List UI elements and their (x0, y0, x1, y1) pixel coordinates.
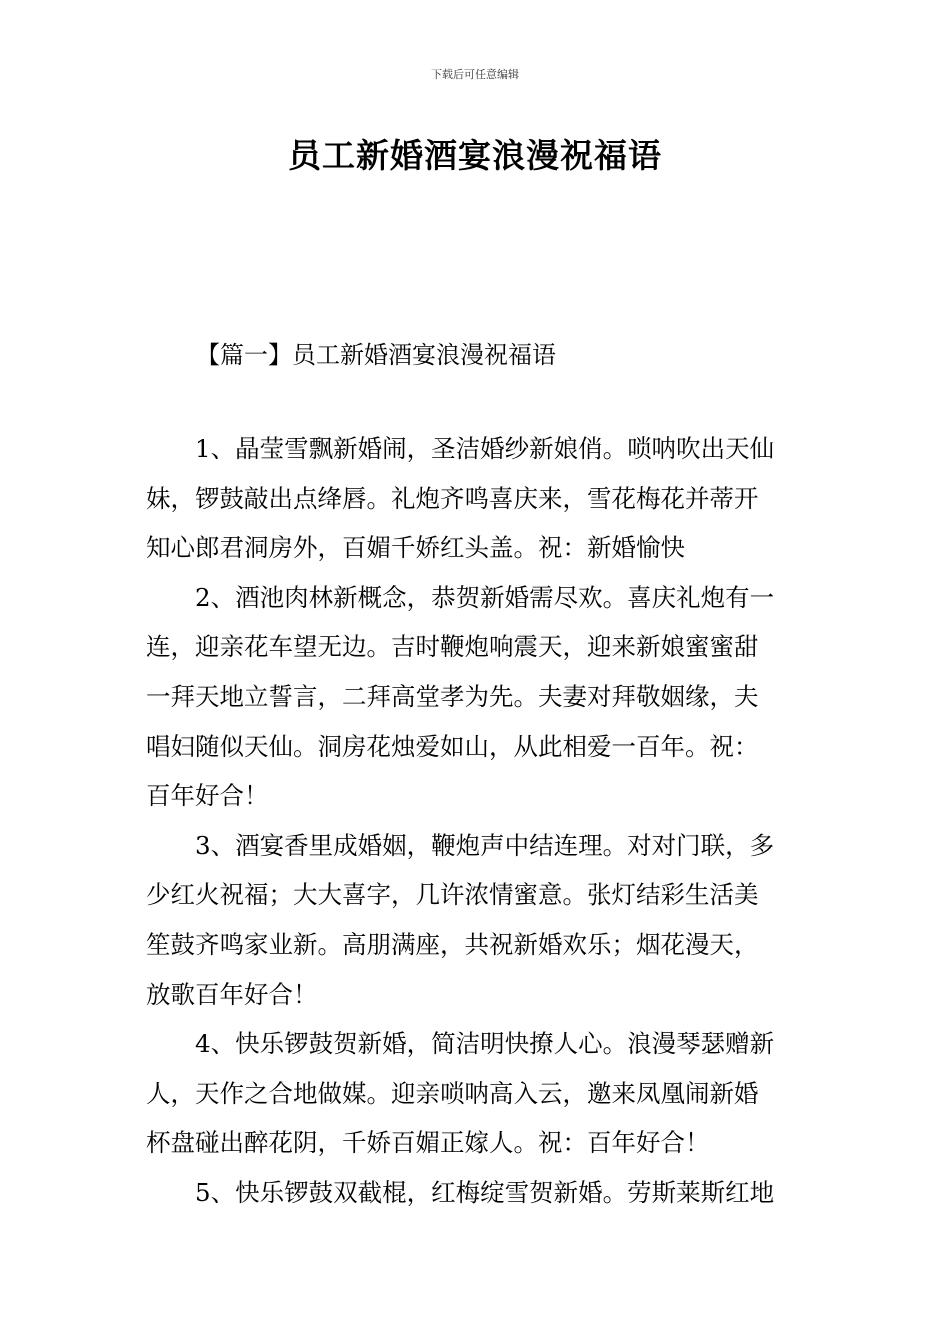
paragraph-line: 3、酒宴香里成婚姻，鞭炮声中结连理。对对门联，多 (195, 830, 775, 860)
section-heading: 【篇一】员工新婚酒宴浪漫祝福语 (196, 341, 556, 369)
paragraph-line: 笙鼓齐鸣家业新。高朋满座，共祝新婚欢乐；烟花漫天， (146, 929, 759, 959)
paragraph-2 (146, 573, 806, 821)
paragraph-line: 人，天作之合地做媒。迎亲唢呐高入云，邀来凤凰闹新婚 (146, 1078, 759, 1108)
paragraph-line: 连，迎亲花车望无边。吉时鞭炮响震天，迎来新娘蜜蜜甜 (146, 632, 759, 662)
paragraph-line: 放歌百年好合！ (146, 979, 318, 1009)
paragraph-line: 杯盘碰出醉花阴，千娇百媚正嫁人。祝：百年好合！ (146, 1128, 710, 1158)
paragraph-line: 一拜天地立誓言，二拜高堂孝为先。夫妻对拜敬姻缘，夫 (146, 681, 759, 711)
paragraph-line: 4、快乐锣鼓贺新婚，简洁明快撩人心。浪漫琴瑟赠新 (195, 1029, 775, 1059)
paragraph-1 (146, 424, 806, 573)
paragraph-line: 少红火祝福；大大喜字，几许浓情蜜意。张灯结彩生活美 (146, 880, 759, 910)
document-body (146, 424, 806, 1218)
paragraph-line: 5、快乐锣鼓双截棍，红梅绽雪贺新婚。劳斯莱斯红地 (195, 1177, 775, 1207)
paragraph-4 (146, 1019, 806, 1168)
paragraph-line: 唱妇随似天仙。洞房花烛爱如山，从此相爱一百年。祝： (146, 731, 759, 761)
document-title: 员工新婚酒宴浪漫祝福语 (288, 136, 662, 175)
paragraph-line: 1、晶莹雪飘新婚闹，圣洁婚纱新娘俏。唢呐吹出天仙 (195, 434, 775, 463)
paragraph-line: 2、酒池肉林新概念，恭贺新婚需尽欢。喜庆礼炮有一 (195, 582, 775, 612)
paragraph-5 (146, 1168, 806, 1218)
paragraph-line: 妹，锣鼓敲出点绛唇。礼炮齐鸣喜庆来，雪花梅花并蒂开 (146, 483, 759, 513)
paragraph-line: 百年好合！ (146, 781, 269, 811)
paragraph-line: 知心郎君洞房外，百媚千娇红头盖。祝：新婚愉快 (146, 533, 685, 563)
paragraph-3 (146, 821, 806, 1019)
page-header-note: 下载后可任意编辑 (431, 68, 519, 81)
